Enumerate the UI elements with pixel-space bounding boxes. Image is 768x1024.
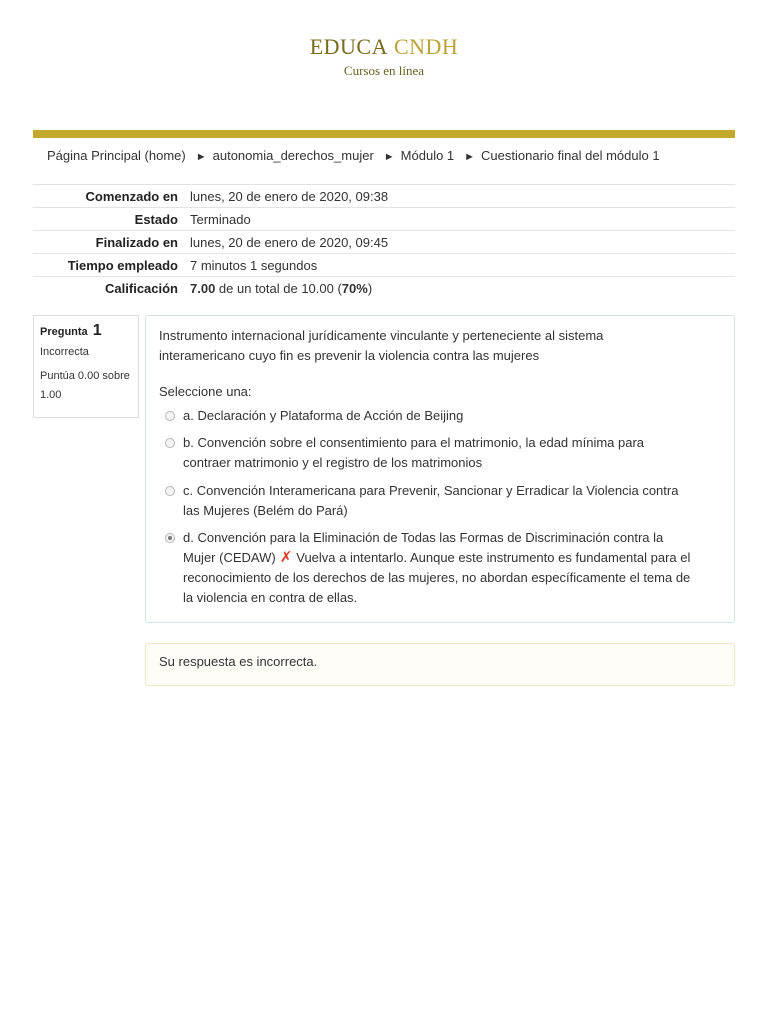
- summary-row-grade: [33, 277, 735, 300]
- question-text: Instrumento internacional jurídicamente vinculante y perteneciente al sistema interamericano cuyo fin es prevenir la violencia contra las mujeres: [159, 328, 604, 363]
- answer-option-label: a. Declaración y Plataforma de Acción de Beijing: [183, 408, 464, 423]
- answer-prompt: Seleccione una:: [159, 384, 252, 399]
- answer-option-feedback: Vuelva a intentarlo. Aunque este instrumento es fundamental para el reconocimiento de los derechos de las mujeres, no abordan específicamente el tema de la violencia en contra de ellas.: [183, 550, 691, 605]
- radio-button[interactable]: [165, 438, 175, 448]
- summary-value: lunes, 20 de enero de 2020, 09:38: [190, 185, 735, 208]
- summary-value: [190, 277, 735, 300]
- question-state: Incorrecta: [40, 346, 89, 358]
- breadcrumb-module[interactable]: Módulo 1: [400, 148, 455, 163]
- question-number-value: 1: [92, 322, 102, 339]
- brand-educa: EDUCA: [309, 34, 388, 59]
- summary-value: Terminado: [190, 208, 735, 231]
- breadcrumb-quiz[interactable]: Cuestionario final del módulo 1: [481, 148, 660, 163]
- brand-cndh: CNDH: [393, 34, 459, 59]
- answer-option-label: c. Convención Interamericana para Prevenir, Sancionar y Erradicar la Violencia contra las Mujeres (Belém do Pará): [183, 483, 679, 518]
- summary-row-finished: [33, 231, 735, 254]
- breadcrumb-separator-icon: ►: [464, 151, 476, 163]
- question-label: Pregunta: [40, 326, 88, 338]
- breadcrumb-home[interactable]: Página Principal (home): [47, 148, 186, 163]
- radio-button[interactable]: [165, 411, 175, 421]
- breadcrumb-separator-icon: ►: [195, 151, 207, 163]
- summary-label: Tiempo empleado: [33, 254, 190, 277]
- summary-label: Calificación: [33, 277, 190, 300]
- question-number: [40, 322, 132, 340]
- breadcrumb: [47, 148, 660, 163]
- answer-option-a[interactable]: [165, 406, 695, 426]
- grade-total: de un total de 10.00 (: [215, 280, 342, 296]
- grade-score: 7.00: [190, 280, 216, 296]
- breadcrumb-course[interactable]: autonomia_derechos_mujer: [212, 148, 374, 163]
- question-content-box: [145, 315, 735, 623]
- question-mark: Puntúa 0.00 sobre 1.00: [40, 370, 130, 401]
- radio-button[interactable]: [165, 486, 175, 496]
- answer-option-b[interactable]: [165, 433, 695, 473]
- general-feedback-text: Su respuesta es incorrecta.: [159, 654, 318, 669]
- summary-value: 7 minutos 1 segundos: [190, 254, 735, 277]
- answer-option-label: b. Convención sobre el consentimiento para el matrimonio, la edad mínima para contraer matrimonio y el registro de los matrimonios: [183, 435, 645, 470]
- summary-label: Estado: [33, 208, 190, 231]
- header-divider-bar: [33, 130, 735, 138]
- summary-label: Finalizado en: [33, 231, 190, 254]
- answer-option-d[interactable]: [165, 528, 695, 608]
- site-tagline: Cursos en línea: [343, 63, 425, 78]
- summary-label: Comenzado en: [33, 185, 190, 208]
- breadcrumb-separator-icon: ►: [383, 151, 395, 163]
- cross-mark-icon: ✗: [279, 549, 293, 566]
- summary-value: lunes, 20 de enero de 2020, 09:45: [190, 231, 735, 254]
- answer-option-c[interactable]: [165, 481, 695, 521]
- general-feedback-box: [145, 643, 735, 686]
- summary-row-started: [33, 185, 735, 208]
- grade-percent: 70%: [341, 280, 368, 296]
- summary-row-state: [33, 208, 735, 231]
- question-info-panel: [33, 315, 139, 418]
- summary-row-time: [33, 254, 735, 277]
- answer-option-text: d. Convención para la Eliminación de Todas las Formas de Discriminación contra la Mujer (CEDAW): [183, 530, 664, 565]
- site-logo[interactable]: [0, 34, 768, 60]
- attempt-summary-table: [33, 184, 735, 299]
- grade-close-paren: ): [367, 280, 373, 296]
- answer-option-label: [183, 528, 695, 608]
- radio-button-selected[interactable]: [165, 533, 175, 543]
